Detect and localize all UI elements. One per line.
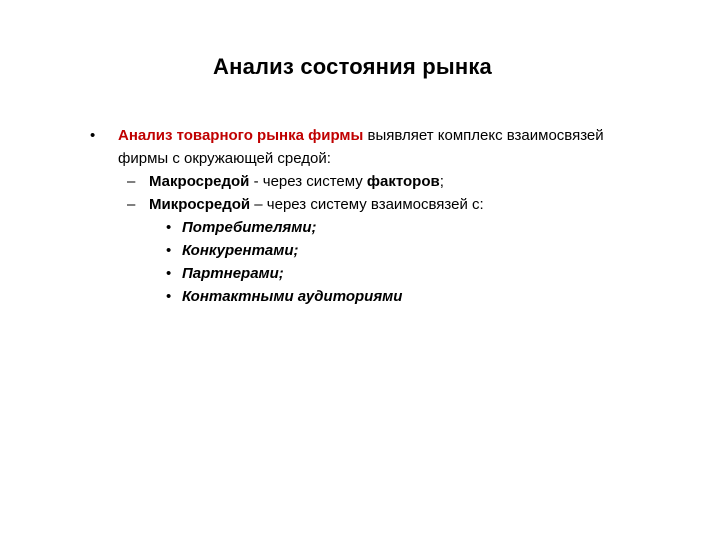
sub-sub-point-text: Конкурентами; — [182, 242, 299, 259]
sub-sub-point — [0, 285, 720, 308]
slide-content — [0, 124, 720, 308]
main-point-line-2 — [0, 147, 720, 170]
sub-point — [0, 170, 720, 193]
bullet-icon: • — [90, 127, 96, 144]
sub-sub-point — [0, 239, 720, 262]
main-point-continuation: фирмы с окружающей средой: — [118, 150, 331, 167]
sub-point-text — [149, 170, 444, 193]
bullet-icon: • — [166, 242, 172, 259]
sub-point-text — [149, 193, 484, 216]
sub-point-middle: - через систему — [249, 173, 367, 190]
sub-sub-point-text: Партнерами; — [182, 265, 284, 282]
main-point-line-1 — [0, 124, 720, 147]
bullet-icon: • — [166, 265, 172, 282]
main-point-highlight: Анализ товарного рынка фирмы — [118, 127, 364, 144]
dash-icon: – — [127, 173, 136, 190]
sub-point — [0, 193, 720, 216]
sub-sub-point — [0, 216, 720, 239]
sub-point-term: Макросредой — [149, 173, 250, 190]
slide-title: Анализ состояния рынка — [213, 54, 492, 79]
main-point-rest: выявляет комплекс взаимосвязей — [363, 127, 604, 144]
dash-icon: – — [127, 196, 136, 213]
sub-point-term: Микросредой — [149, 196, 251, 213]
main-point-text — [118, 124, 604, 147]
sub-sub-point-text: Потребителями; — [182, 219, 317, 236]
sub-sub-point — [0, 262, 720, 285]
sub-point-end: ; — [439, 173, 444, 190]
bullet-icon: • — [166, 219, 172, 236]
sub-sub-point-text: Контактными аудиториями — [182, 288, 403, 305]
sub-point-bold-end: факторов — [366, 173, 440, 190]
bullet-icon: • — [166, 288, 172, 305]
sub-point-middle: – через систему взаимосвязей с: — [250, 196, 484, 213]
